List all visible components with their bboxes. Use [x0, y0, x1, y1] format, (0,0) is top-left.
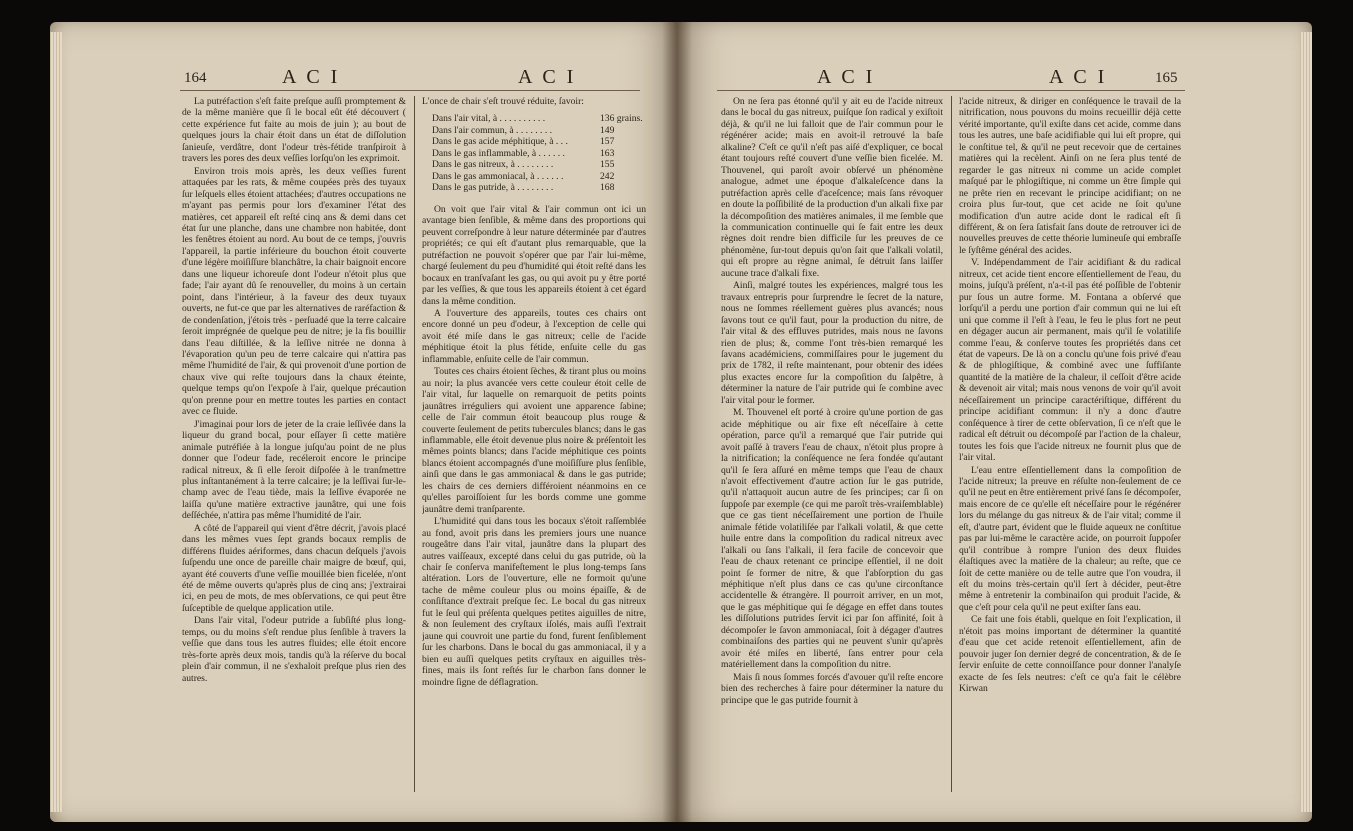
table-row — [432, 171, 646, 183]
table-value: 149 — [600, 124, 615, 136]
table-row — [432, 136, 646, 148]
paragraph: On ne ſera pas étonné qu'il y ait eu de l'acide nitreux dans le bocal du gas nitreux, puiſque ſon radical y exiſtoit déjà, & qu'il ne lui falloit que de l'air commun pour le régénérer acide; mais en avoit-il retrouvé la baſe alkaline? C'eſt ce qu'il n'eſt pas aiſé d'expliquer, ce bocal étant toujours reſté couvert d'une veſſie bien ficelée. M. Thouvenel, qui paroît avoir obſervé un phénomène analogue, admet une époque d'alkaleſcence dans la putréfaction après celle d'aceſcence; mais ſans révoquer en doute la poſſibilité de la production d'un alkali fixe par la décompoſition des matières animales, il me ſemble que la communication continuelle qui ſe fait entre les deux règnes doit rendre bien difficile ſur les preuves de ce phénomène, ſur-tout depuis qu'on ſait que l'alkali volatil, qui eſt propre au règne animal, ſe détruit ſans laiſſer aucune trace d'alkali fixe. — [721, 96, 943, 279]
paragraph: J'imaginai pour lors de jeter de la craie leſſivée dans la liqueur du grand bocal, pour eſſayer ſi cette matière animale putréfiée à la longue juſqu'au point de ne plus donner que l'odeur fade, recéleroit encore le principe radical nitreux, & ſi elle ſeroit diſpoſée à le tranſmettre plus inſtantanément à la terre calcaire; je la leſſivai ſur-le-champ avec de l'eau tiède, mais la leſſive évaporée ne laiſſa qu'une matière extractive jaunâtre, qui une fois deſſéchée, n'attira pas même l'humidité de l'air. — [182, 418, 406, 522]
table-row — [432, 113, 646, 125]
table-label: Dans le gas acide méphitique, à . . . — [432, 136, 568, 148]
table-value: 136 grains. — [600, 113, 643, 125]
paragraph: On voit que l'air vital & l'air commun ont ici un avantage bien ſenſible, & même dans des proportions qui peuvent correſpondre à leur nature déterminée par d'autres propriétés; ce qui eſt d'autant plus remarquable, que la putréfaction ne pouvoit s'opérer que par l'air lui-même, chargé ſeulement du peu d'humidité qui étoit reſté dans les bocaux en tranſvaſant les gas, ou qui avoit pu y être porté par les veſſies, & que tous les appareils étoient à cet égard dans la même condition. — [422, 203, 646, 307]
table-row — [432, 125, 646, 137]
paragraph: A l'ouverture des appareils, toutes ces chairs ont encore donné un peu d'odeur, à l'exception de celle qui avoit été miſe dans le gas nitreux; celle de l'acide méphitique étoit la plus fétide, enſuite celle du gas inflammable, enſuite celle de l'air commun. — [422, 308, 646, 365]
paragraph: A côté de l'appareil qui vient d'être décrit, j'avois placé dans les mêmes vues ſept grands bocaux remplis de différens fluides aériformes, dans chacun deſquels j'avois ſuſpendu une once de pareille chair maigre de bœuf, qui, ayant été couverts d'une veſſie mouillée bien ficelée, n'ont été de même ouverts qu'après plus de cinq ans; j'extrairai ici, en peu de mots, de mes obſervations, ce qui peut être ſuſceptible de quelque application utile. — [182, 522, 406, 614]
running-head: A C I — [282, 66, 341, 88]
running-head: A C I — [518, 66, 577, 88]
table-row — [432, 159, 646, 171]
page-edge — [1300, 32, 1312, 812]
paragraph: Ainſi, malgré toutes les expériences, malgré tous les travaux entrepris pour ſurprendre le ſecret de la nature, nous ne ſommes réellement guères plus avancés; nous ſavons tout ce qu'il faut, pour la production du nitre, de l'air vital & des effluves putrides, mais nous ne ſavons rien de plus; &, comme l'ont très-bien remarqué les ſavans académiciens, commiſſaires pour le jugement du prix de 1782, il reſte maintenant, pour obtenir des idées plus exactes encore ſur la compoſition du ſalpêtre, à déterminer la nature de l'air putride qui ſe combine avec l'air vital pour le former. — [721, 280, 943, 406]
paragraph: V. Indépendamment de l'air acidifiant & du radical nitreux, cet acide tient encore eſſentiellement de l'eau, du moins, juſqu'à préſent, n'a-t-il pas été poſſible de l'obtenir pur ſous un autre forme. M. Fontana a obſervé que lorſqu'il a perdu une portion d'air commun qui ne lui eſt uni que comme il l'eſt à l'eau, le feu le plus fort ne peut en dégager aucun air permanent, mais qu'il ſe volatiliſe comme l'eau, & conſerve toutes ſes propriétés dans cet état de vapeurs. De là on a conclu qu'une fois privé d'eau & de phlogiſtique, & combiné avec une ſuffiſante quantité de la matière de la chaleur, il ceſſoit d'être acide & devenoit air vital; mais nous venons de voir qu'il avoit néceſſairement un principe caractériſtique, différent du principe acidifiant commun: il n'y a donc d'autre conſéquence à tirer de cette obſervation, ſi ce n'eſt que le radical eſt détruit ou décompoſé par l'action de la chaleur, toutes les fois que l'acide nitreux ne fournit plus que de l'air vital. — [959, 257, 1181, 464]
right-page — [677, 22, 1312, 822]
running-head: A C I — [1049, 66, 1108, 88]
table-label: Dans le gas ammoniacal, à . . . . . . — [432, 170, 564, 182]
paragraph: La putréfaction s'eſt faite preſque auſſi promptement & de la même manière que ſi le bocal eût été découvert ( cette expérience fut faite au mois de juin ); au bout de quelques jours la chair étoit dans un état de diſſolution ſanieuſe, verdâtre, dont l'odeur très-fétide tranſpiroit à travers les pores des deux veſſies lorſqu'on les exprimoit. — [182, 96, 406, 165]
text-column-right — [959, 96, 1181, 810]
left-page — [50, 22, 677, 822]
table-value: 155 — [600, 159, 615, 171]
paragraph: Ce fait une fois établi, quelque en ſoit l'explication, il n'étoit pas moins important de déterminer la quantité d'eau que cet acide retenoit eſſentiellement, afin de pouvoir juger ſon dernier degré de concentration, & de ſe ſervir enſuite de cette connoiſſance pour donner l'analyſe exacte de ſes ſels neutres: c'eſt ce qu'a fait le célèbre Kirwan — [959, 614, 1181, 695]
table-label: Dans l'air commun, à . . . . . . . . — [432, 124, 553, 136]
table-label: Dans le gas putride, à . . . . . . . . — [432, 182, 554, 194]
paragraph: L'once de chair s'eſt trouvé réduite, ſavoir: — [422, 96, 584, 107]
paragraph: L'humidité qui dans tous les bocaux s'étoit raſſemblée au fond, avoit pris dans les premiers jours une nuance rougeâtre dans l'air vital, jaunâtre dans la plupart des autres vaiſſeaux, excepté dans celui du gas putride, où la chair ſe conſerva manifeſtement le plus long-temps ſans altération. Lors de l'ouverture, elle ne formoit qu'une tache de même couleur plus ou moins épaiſſe, & de conſiſtance d'extrait preſque ſec. Le bocal du gas nitreux fut le ſeul qui préſenta quelques petites aiguilles de nitre, & non ſeulement des cryſtaux iſolés, mais auſſi l'extrait jaune qui couvroit une partie du fond, furent ſenſiblement ſur les charbons. Dans le bocal du gas ammoniacal, il y a bien eu auſſi quelques petits cryſtaux en aiguilles très-fines, mais ils ſont reſtés ſur le charbon ſans donner le moindre ſigne de déflagration. — [422, 516, 646, 688]
paragraph: Toutes ces chairs étoient ſèches, & tirant plus ou moins au noir; la plus avancée vers cette couleur étoit celle de l'air vital, ſur laquelle on remarquoit de petits points jaunâtres irréguliers qui avoient une apparence ſabine; celle de l'air commun étoit beaucoup plus rouge & couverte ſeulement de petits tubercules blancs; dans le gas inflammable, elle étoit devenue plus noire & préſentoit les mêmes points blancs; dans l'acide méphitique ces points blancs étoient accompagnés d'une moiſiſſure plus ſenſible, ainſi que dans le gas ammoniacal & dans le gas putride; les chairs de ces derniers différoient néanmoins en ce qu'elles paroiſſoient ſur les bords comme une gomme jaunâtre demi tranſparente. — [422, 366, 646, 515]
paragraph: Environ trois mois après, les deux veſſies furent attaquées par les rats, & même coupées près des tuyaux ſur leſquels elles étoient attachées; d'autres occupations ne m'ayant pas permis pour lors d'examiner l'état des matières, cet appareil eſt reſté cinq ans & demi dans cet état ſur une planche, dans une chambre non habitée, dont les fenêtres étoient au nord. Au bout de ce temps, j'ouvris l'appareil, la partie inférieure du bouchon étoit couverte d'une légère moiſiſſure blanchâtre, la chair baignoit encore dans une liqueur ichoreuſe dont l'odeur n'étoit plus que fade; l'air ayant dû ſe renouveller, du moins à un certain point, dans l'intérieur, à la faveur des deux tuyaux ouverts, ne fut-ce que par les alternatives de raréfaction & de condenſation, j'étois très - perſuadé que la terre calcaire ſeroit imprégnée de quelque peu de nitre; je la fis bouillir dans l'eau diſtillée, & la leſſive nitrée ne donna à l'évaporation qu'un peu de terre calcaire qui n'attira pas même l'humidité de l'air, & qui provenoit d'une portion de chaux vive qui reſte toujours dans la chaux éteinte, quelque temps qu'on l'expoſe à l'air, quelque précaution qu'on prenne pour en mettre toutes les parties en contact avec ce fluide. — [182, 165, 406, 418]
column-rule — [414, 96, 415, 792]
page-number: 164 — [184, 70, 207, 86]
text-column-right — [422, 96, 646, 810]
header-rule — [717, 90, 1185, 91]
table-value: 163 — [600, 147, 615, 159]
column-rule — [951, 96, 952, 792]
paragraph: L'eau entre eſſentiellement dans la compoſition de l'acide nitreux; la preuve en réſulte non-ſeulement de ce qu'il ne peut en être entièrement privé ſans ſe décompoſer, mais encore de ce qu'elle eſt néceſſaire pour le régénérer lors du mélange du gas nitreux & de l'air vital; comme il eſt, d'autre part, évident que le fluide aqueux ne conſtitue pas par lui-même le caractère acide, on pourroit ſuppoſer qu'il contribue à rompre l'union des deux fluides élaſtiques avec la matière de la chaleur; au reſte, que ce ſoit de cette manière ou de telle autre que l'on voudra, il eſt du moins très-certain qu'il ſert à décider, peut-être même à entretenir la combinaiſon qui produit l'acide, & que c'eſt pour cela qu'il ne peut exiſter ſans eau. — [959, 464, 1181, 613]
table-label: Dans le gas nitreux, à . . . . . . . . — [432, 159, 554, 171]
table-label: Dans l'air vital, à . . . . . . . . . . — [432, 113, 546, 125]
table-row — [432, 148, 646, 160]
table-row — [432, 182, 646, 194]
table-value: 242 — [600, 170, 615, 182]
table-label: Dans le gas inflammable, à . . . . . . — [432, 147, 565, 159]
header-rule — [180, 90, 640, 91]
table-value: 157 — [600, 136, 615, 148]
paragraph: l'acide nitreux, & diriger en conſéquence le travail de la nitrification, nous pouvons du moins recueillir déjà cette vérité importante, qu'il exiſte dans cet acide, comme dans tous les autres, une baſe acidifiable qui lui eſt propre, qui le conſtitue tel, & qu'il ne peut recevoir que de certaines matières qui la recèlent. Ainſi on ne ſera plus tenté de regarder le gas nitreux ni comme un acide complet maſqué par le phlogiſtique, ni comme un être ſimple qui ne prête rien en recevant le principe acidifiant; on ne croira plus ſur-tout, que cet acide ne ſoit qu'une modification d'un autre acide dont le radical eſt ſi différent, & on ſera ſatisfait ſans doute de retrouver ici de nouvelles preuves de cette théorie lumineuſe qui embraſſe le ſyſtême général des acides. — [959, 96, 1181, 256]
text-column-left — [182, 96, 406, 810]
running-head: A C I — [817, 66, 876, 88]
paragraph: M. Thouvenel eſt porté à croire qu'une portion de gas acide méphitique ou air fixe eſt néceſſaire à cette opération, parce qu'il a remarqué que l'air putride qui avoit paſſé à travers l'eau de chaux, n'étoit plus propre à la nitrification; la conſéquence ne ſera fondée qu'autant qu'il ſe ſera aſſuré en même temps que l'eau de chaux n'avoit effectivement d'autre action ſur le gas putride, qu'il n'attaquoit aucun autre de ſes principes; car ſi on ſuppoſe par exemple (ce qui me paroît très-vraiſemblable) que ce gas tient néceſſairement une portion de l'huile animale fétide volatiliſée par l'alkali volatil, & que cette huile entre dans la compoſition du radical nitreux avec l'alkali ou ſans l'alkali, il ſera facile de concevoir que l'eau de chaux retenant ce principe eſſentiel, il ne doit point ſe former de nitre, & que l'abſorption du gas méphitique n'eſt plus dans ce cas qu'une circonſtance accidentelle & étrangère. Il pourroit arriver, en un mot, que le gas méphitique qui ſe dégage en effet dans toutes les diſſolutions putrides ſervit ici par ſon affinité, ſoit à décompoſer le ſavon ammoniacal, ſoit à dégager d'autres combinaiſons des parties qui ne peuvent s'unir qu'après avoir été miſes en liberté, ſans entrer pour cela matériellement dans la compoſition du nitre. — [721, 407, 943, 671]
book-spread — [50, 22, 1312, 822]
page-edge — [50, 32, 62, 812]
text-column-left — [721, 96, 943, 810]
book-gutter — [662, 22, 692, 822]
paragraph: Dans l'air vital, l'odeur putride a ſubſiſté plus long-temps, ou du moins s'eſt rendue plus ſenſible à travers la veſſie que dans tous les autres fluides; elle étoit encore très-forte après deux mois, tandis qu'à la réſerve du bocal plein d'air commun, il ne s'exhaloit preſque plus rien des autres. — [182, 615, 406, 684]
weight-table — [432, 113, 646, 194]
paragraph: Mais ſi nous ſommes forcés d'avouer qu'il reſte encore bien des recherches à faire pour déterminer la nature du principe que le gas putride fournit à — [721, 671, 943, 706]
table-value: 168 — [600, 182, 615, 194]
page-number: 165 — [1155, 70, 1178, 86]
